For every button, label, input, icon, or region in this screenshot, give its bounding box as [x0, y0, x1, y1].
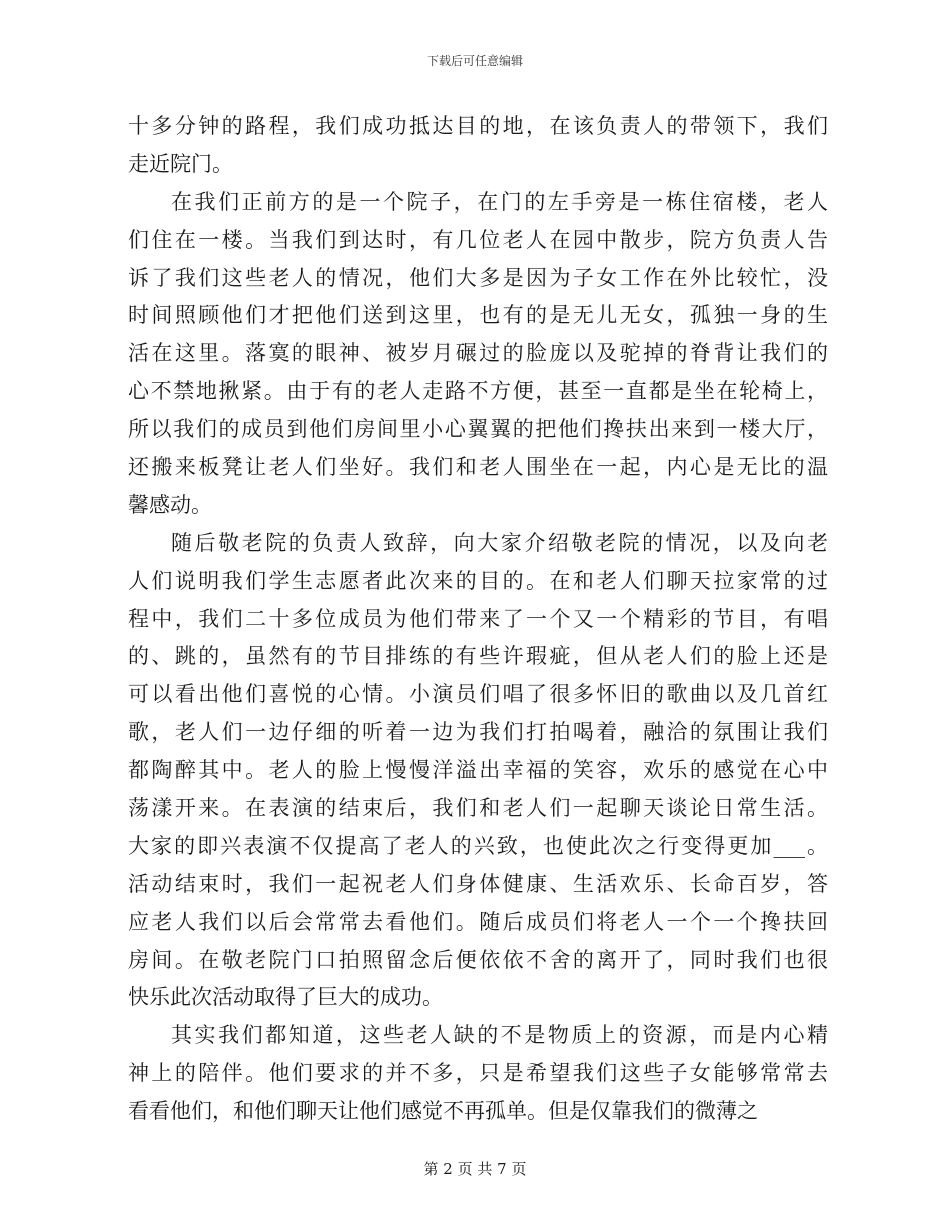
text-line: 看看他们，和他们聊天让他们感觉不再孤单。但是仅靠我们的微薄之: [128, 1099, 758, 1124]
text-line: 的、跳的，虽然有的节目排练的有些许瑕疵，但从老人们的脸上还是: [128, 644, 828, 669]
text-line: 都陶醉其中。老人的脸上慢慢洋溢出幸福的笑容，欢乐的感觉在心中: [128, 758, 828, 783]
text-line: 走近院门。: [128, 151, 233, 176]
text-line: 时间照顾他们才把他们送到这里，也有的是无儿无女，孤独一身的生: [128, 303, 828, 328]
text-line: 荡漾开来。在表演的结束后，我们和老人们一起聊天谈论日常生活。: [128, 796, 828, 821]
text-line: 馨感动。: [128, 492, 212, 517]
paragraph: [128, 108, 828, 184]
text-line: 诉了我们这些老人的情况，他们大多是因为子女工作在外比较忙，没: [128, 265, 828, 290]
text-line: 其实我们都知道，这些老人缺的不是物质上的资源，而是内心精: [171, 1023, 828, 1048]
text-line: 们住在一楼。当我们到达时，有几位老人在园中散步，院方负责人告: [128, 227, 828, 252]
paragraph: [128, 184, 828, 525]
text-line: 随后敬老院的负责人致辞，向大家介绍敬老院的情况，以及向老: [171, 530, 828, 555]
text-line: 人们说明我们学生志愿者此次来的目的。在和老人们聊天拉家常的过: [128, 568, 828, 593]
text-line: 所以我们的成员到他们房间里小心翼翼的把他们搀扶出来到一楼大厅，: [128, 417, 828, 442]
text-line: 在我们正前方的是一个院子，在门的左手旁是一栋住宿楼，老人: [171, 189, 828, 214]
text-line: 大家的即兴表演不仅提高了老人的兴致，也使此次之行变得更加___。: [128, 833, 828, 858]
text-line: 活在这里。落寞的眼神、被岁月碾过的脸庞以及驼掉的脊背让我们的: [128, 341, 828, 366]
text-line: 应老人我们以后会常常去看他们。随后成员们将老人一个一个搀扶回: [128, 909, 828, 934]
text-line: 还搬来板凳让老人们坐好。我们和老人围坐在一起，内心是无比的温: [128, 455, 828, 480]
document-body: [128, 108, 828, 1131]
page-number-footer: 第 2 页 共 7 页: [423, 1160, 527, 1178]
text-line: 神上的陪伴。他们要求的并不多，只是希望我们这些子女能够常常去: [128, 1061, 828, 1086]
text-line: 活动结束时，我们一起祝老人们身体健康、生活欢乐、长命百岁，答: [128, 871, 828, 896]
text-line: 十多分钟的路程，我们成功抵达目的地，在该负责人的带领下，我们: [128, 114, 828, 138]
paragraph: [128, 525, 828, 1018]
text-line: 歌，老人们一边仔细的听着一边为我们打拍喝着，融洽的氛围让我们: [128, 720, 828, 745]
page-header: 下载后可任意编辑: [426, 54, 523, 68]
paragraph: [128, 1017, 828, 1131]
text-line: 可以看出他们喜悦的心情。小演员们唱了很多怀旧的歌曲以及几首红: [128, 682, 828, 707]
text-line: 房间。在敬老院门口拍照留念后便依依不舍的离开了，同时我们也很: [128, 947, 828, 972]
text-line: 心不禁地揪紧。由于有的老人走路不方便，甚至一直都是坐在轮椅上，: [128, 379, 828, 404]
text-line: 程中，我们二十多位成员为他们带来了一个又一个精彩的节目，有唱: [128, 606, 828, 631]
text-line: 快乐此次活动取得了巨大的成功。: [128, 985, 443, 1010]
